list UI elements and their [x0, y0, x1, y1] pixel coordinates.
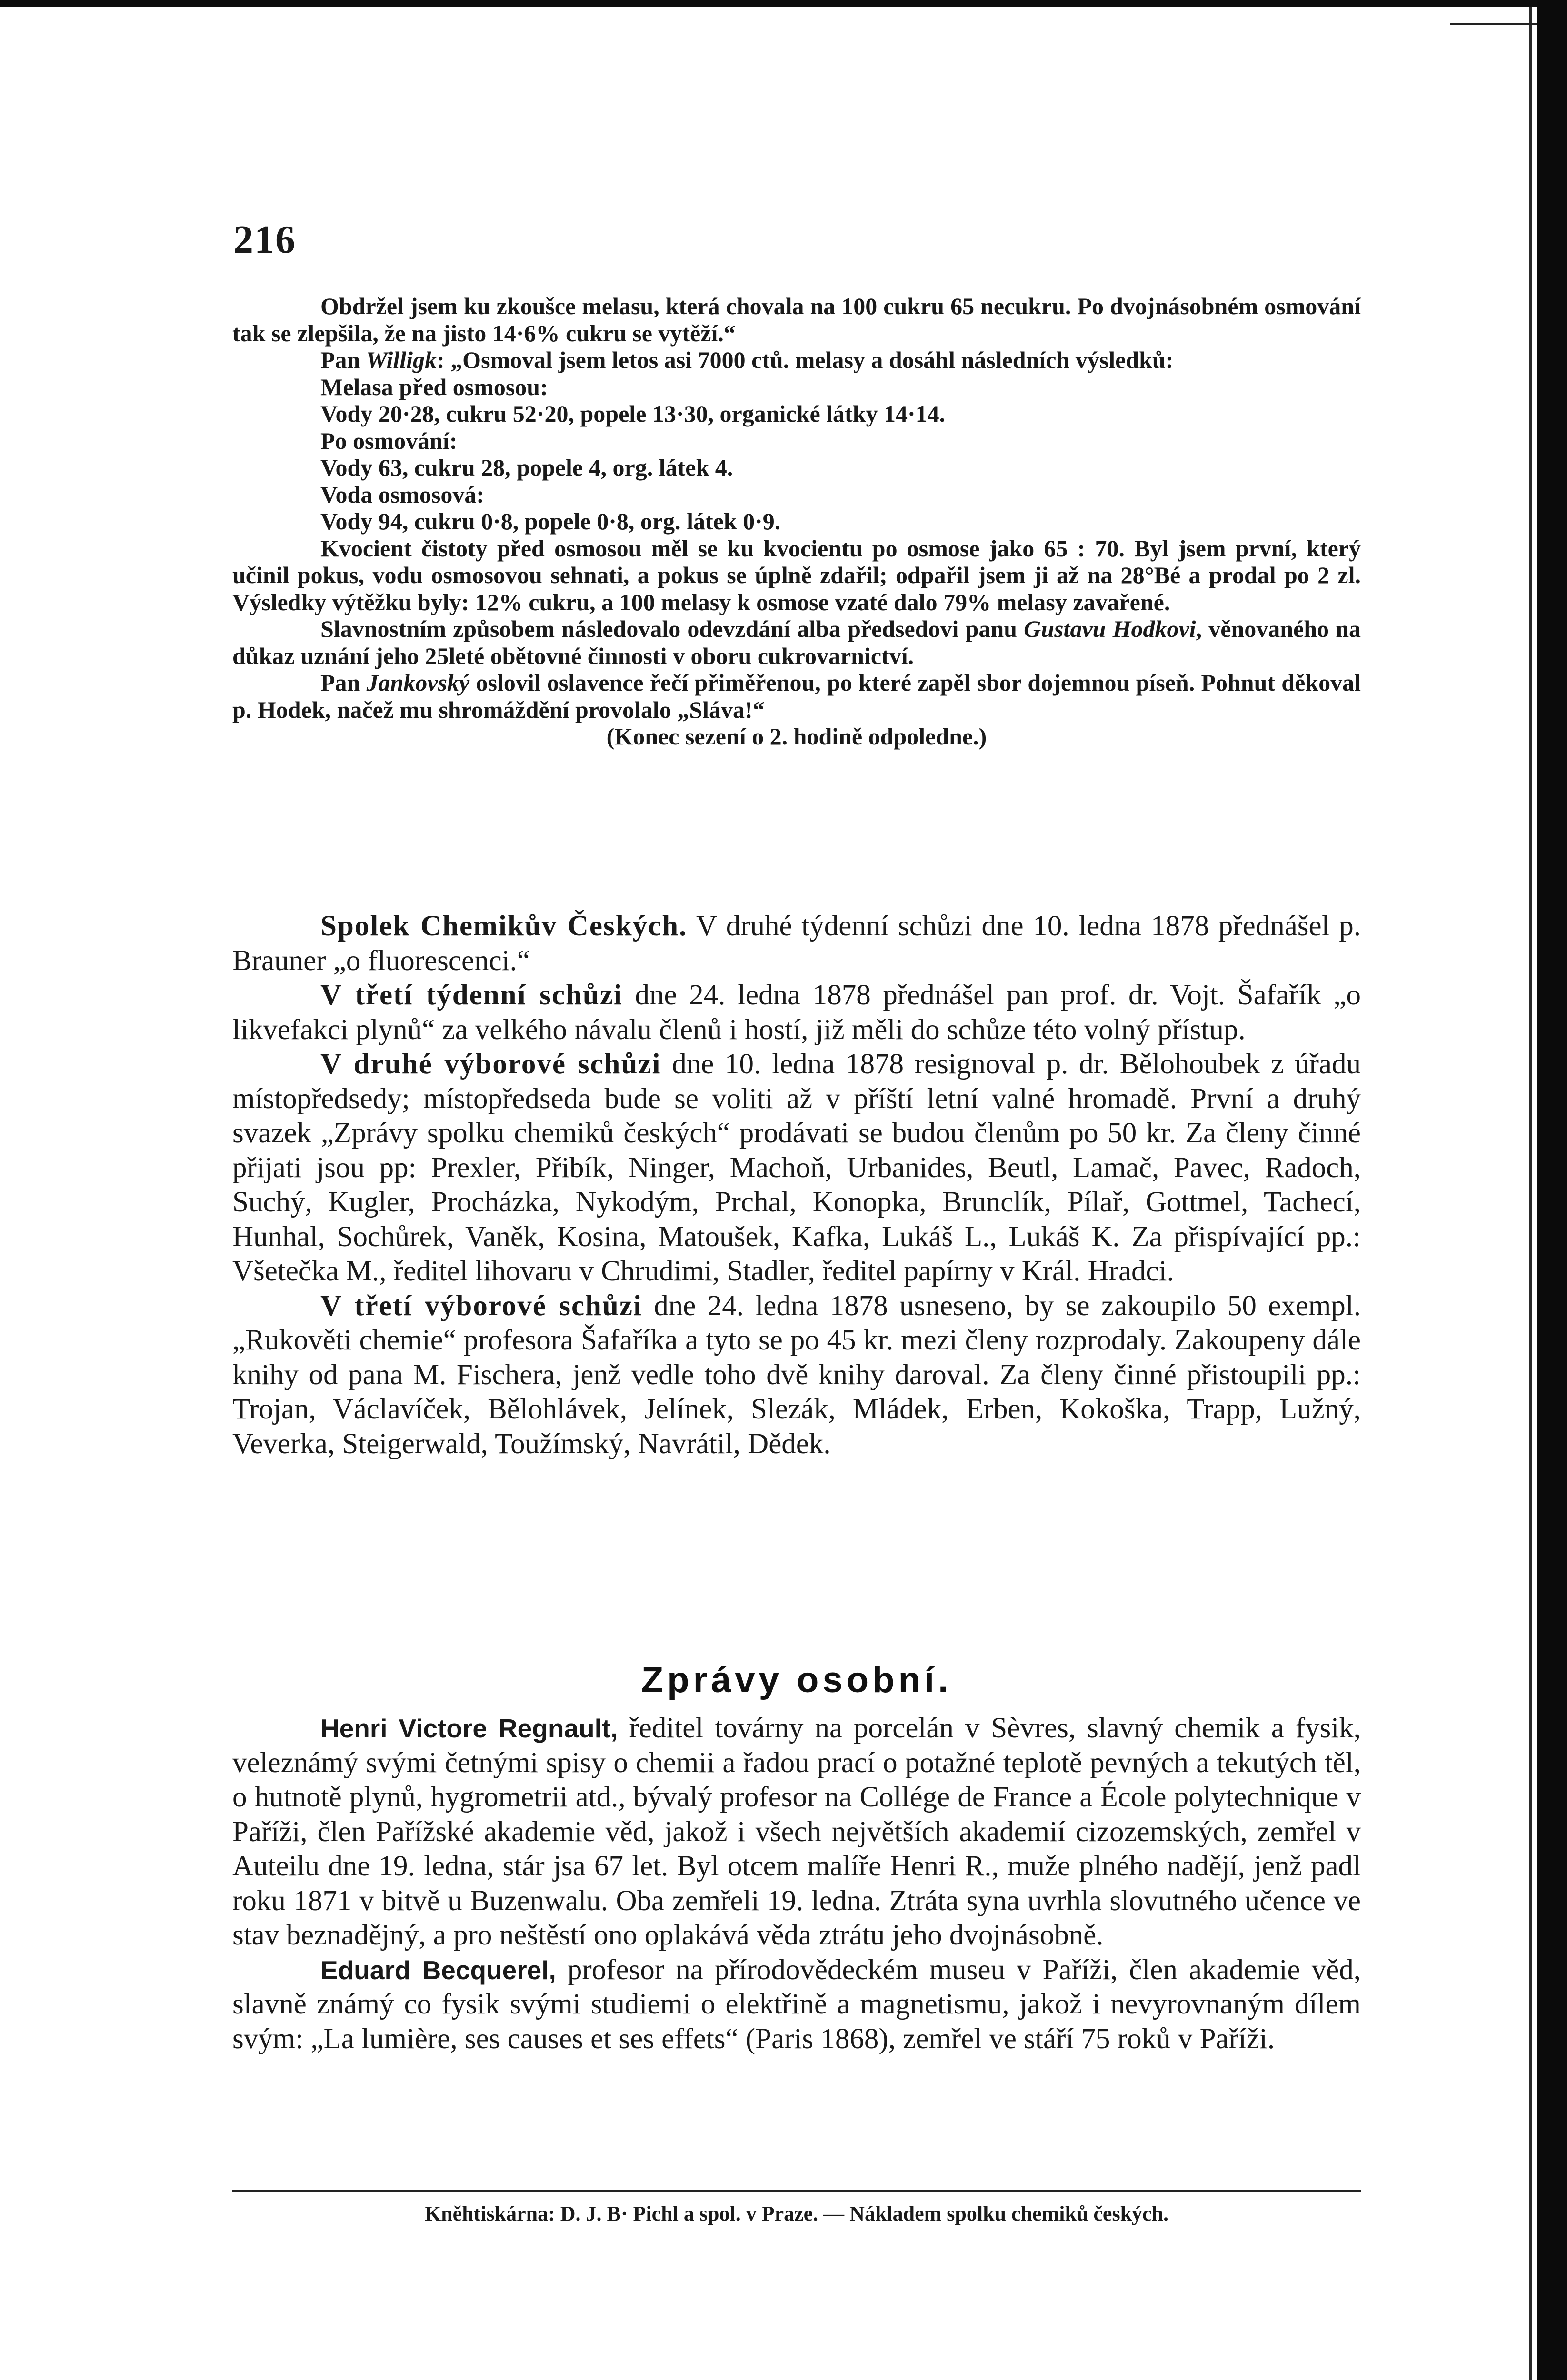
- society-para-3: V druhé výborové schůzi dne 10. ledna 1878 resignoval p. dr. Bělohoubek z úřadu místopředsedy; místopředseda bude se voliti až v příští letní valné hromadě. První a druhý svazek „Zprávy spolku chemiků českých“ prodávati se budou členům po 50 kr. Za členy činné přijati jsou pp: Prexler, Přibík, Ninger, Machoň, Urbanides, Beutl, Lamač, Pavec, Radoch, Suchý, Kugler, Procházka, Nykodým, Prchal, Konopka, Brunclík, Pílař, Gottmel, Tachecí, Hunhal, Sochůrek, Vaněk, Kosina, Matoušek, Kafka, Lukáš L., Lukáš K. Za přispívající pp.: Všetečka M., ředitel lihovaru v Chrudimi, Stadler, ředitel papírny v Král. Hradci.: [232, 1048, 1361, 1287]
- person-name-hodek: Gustavu Hodkovi: [1024, 615, 1196, 642]
- measurement-line: Po osmování:: [320, 427, 458, 454]
- run-heading: V druhé výborové schůzi: [320, 1048, 661, 1080]
- run-heading: V třetí výborové schůzi: [320, 1289, 642, 1322]
- printer-imprint: Kněhtiskárna: D. J. B· Pichl a spol. v Praze. — Nákladem spolku chemiků českých.: [424, 2202, 1169, 2225]
- measurement-line: Melasa před osmosou:: [320, 373, 548, 400]
- obituary-becquerel: Eduard Becquerel, profesor na přírodovědeckém museu v Paříži, člen akademie věd, slavně známý co fysik svými studiemi o elektřině a magnetismu, jakož i nevyrovnaným dílem svým: „La lumière, ses causes et ses effets“ (Paris 1868), zemřel ve stáří 75 roků v Paříži.: [232, 1954, 1361, 2055]
- footer-rule: [232, 2190, 1361, 2192]
- run-heading: Spolek Chemikův Českých.: [320, 910, 688, 942]
- report-para-2: Pan Willigk: „Osmoval jsem letos asi 7000 ctů. melasy a dosáhl následních výsledků:: [320, 347, 1174, 373]
- obituary-regnault: Henri Victore Regnault, ředitel továrny na porcelán v Sèvres, slavný chemik a fysik, veleznámý svými četnými spisy o chemii a řadou prací o potažné teplotě pevných a tekutých těl, o hutnotě plynů, hygrometrii atd., bývalý profesor na Collége de France a École polytechnique v Paříži, člen Pařížské akademie věd, jakož i všech největších akademií cizozemských, zemřel v Auteilu dne 19. ledna, stár jsa 67 let. Byl otcem malíře Henri R., muže plného nadějí, jenž padl roku 1871 v bitvě u Buzenwalu. Oba zemřeli 19. ledna. Ztráta syna uvrhla slovutného učence ve stav beznadějný, a pro neštěstí ono oplakává věda ztrátu jeho dvojnásobně.: [232, 1712, 1361, 1951]
- report-para-3: Kvocient čistoty před osmosou měl se ku kvocientu po osmose jako 65 : 70. Byl jsem první, který učinil pokus, vodu osmosovou sehnati, a pokus se úplně zdařil; odpařil jsem ji až na 28°Bé a prodal po 2 zl. Výsledky výtěžku byly: 12% cukru, a 100 melasy k osmose vzaté dalo 79% melasy zavařené.: [232, 535, 1361, 615]
- person-name-regnault: Henri Victore Regnault,: [320, 1714, 618, 1743]
- society-para-4: V třetí výborové schůzi dne 24. ledna 1878 usneseno, by se zakoupilo 50 exempl. „Rukověti chemie“ profesora Šafaříka a tyto se po 45 kr. mezi členy rozprodaly. Zakoupeny dále knihy od pana M. Fischera, jenž vedle toho dvě knihy daroval. Za členy činné přistoupili pp.: Trojan, Václavíček, Bělohlávek, Jelínek, Slezák, Mládek, Erben, Kokoška, Trapp, Lužný, Veverka, Steigerwald, Toužímský, Navrátil, Dědek.: [232, 1289, 1361, 1460]
- society-para-1: Spolek Chemikův Českých. V druhé týdenní schůzi dne 10. ledna 1878 přednášel p. Brauner „o fluorescenci.“: [232, 910, 1361, 977]
- closing-note: (Konec sezení o 2. hodině odpoledne.): [606, 723, 987, 750]
- measurement-line: Vody 20·28, cukru 52·20, popele 13·30, organické látky 14·14.: [320, 400, 946, 427]
- scan-border-top: [0, 0, 1567, 7]
- report-para-5: Pan Jankovský oslovil oslavence řečí přiměřenou, po které zapěl sbor dojemnou píseň. Pohnut děkoval p. Hodek, načež mu shromáždění provolalo „Sláva!“: [232, 669, 1361, 723]
- measurement-line: Voda osmosová:: [320, 481, 485, 508]
- section-title: Zprávy osobní.: [641, 1660, 952, 1700]
- society-para-2: V třetí týdenní schůzi dne 24. ledna 1878 přednášel pan prof. dr. Vojt. Šafařík „o likvefakci plynů“ za velkého návalu členů i hostí, již měli do schůze této volný přístup.: [232, 979, 1361, 1046]
- personal-section: [232, 1711, 1361, 2056]
- report-para-1: Obdržel jsem ku zkoušce melasu, která chovala na 100 cukru 65 necukru. Po dvojnásobném osmování tak se zlepšila, že na jisto 14·6% cukru se vytěží.“: [232, 293, 1361, 347]
- person-name-jankovsky: Jankovský: [366, 669, 470, 696]
- scan-border-corner: [1450, 12, 1537, 37]
- person-name-becquerel: Eduard Becquerel,: [320, 1955, 556, 1985]
- measurement-line: Vody 63, cukru 28, popele 4, org. látek 4.: [320, 454, 733, 481]
- page-number: 216: [233, 218, 296, 262]
- run-heading: V třetí týdenní schůzi: [320, 979, 623, 1011]
- scan-border-inner-line: [1529, 7, 1532, 2380]
- person-name-willigk: Willigk: [366, 347, 437, 373]
- scan-border-right: [1537, 0, 1567, 2380]
- report-para-4: Slavnostním způsobem následovalo odevzdání alba předsedovi panu Gustavu Hodkovi, věnovaného na důkaz uznání jeho 25leté obětovné činnosti v oboru cukrovarnictví.: [232, 615, 1361, 669]
- report-section: [232, 293, 1361, 750]
- measurement-line: Vody 94, cukru 0·8, popele 0·8, org. látek 0·9.: [320, 508, 781, 535]
- society-section: [232, 909, 1361, 1461]
